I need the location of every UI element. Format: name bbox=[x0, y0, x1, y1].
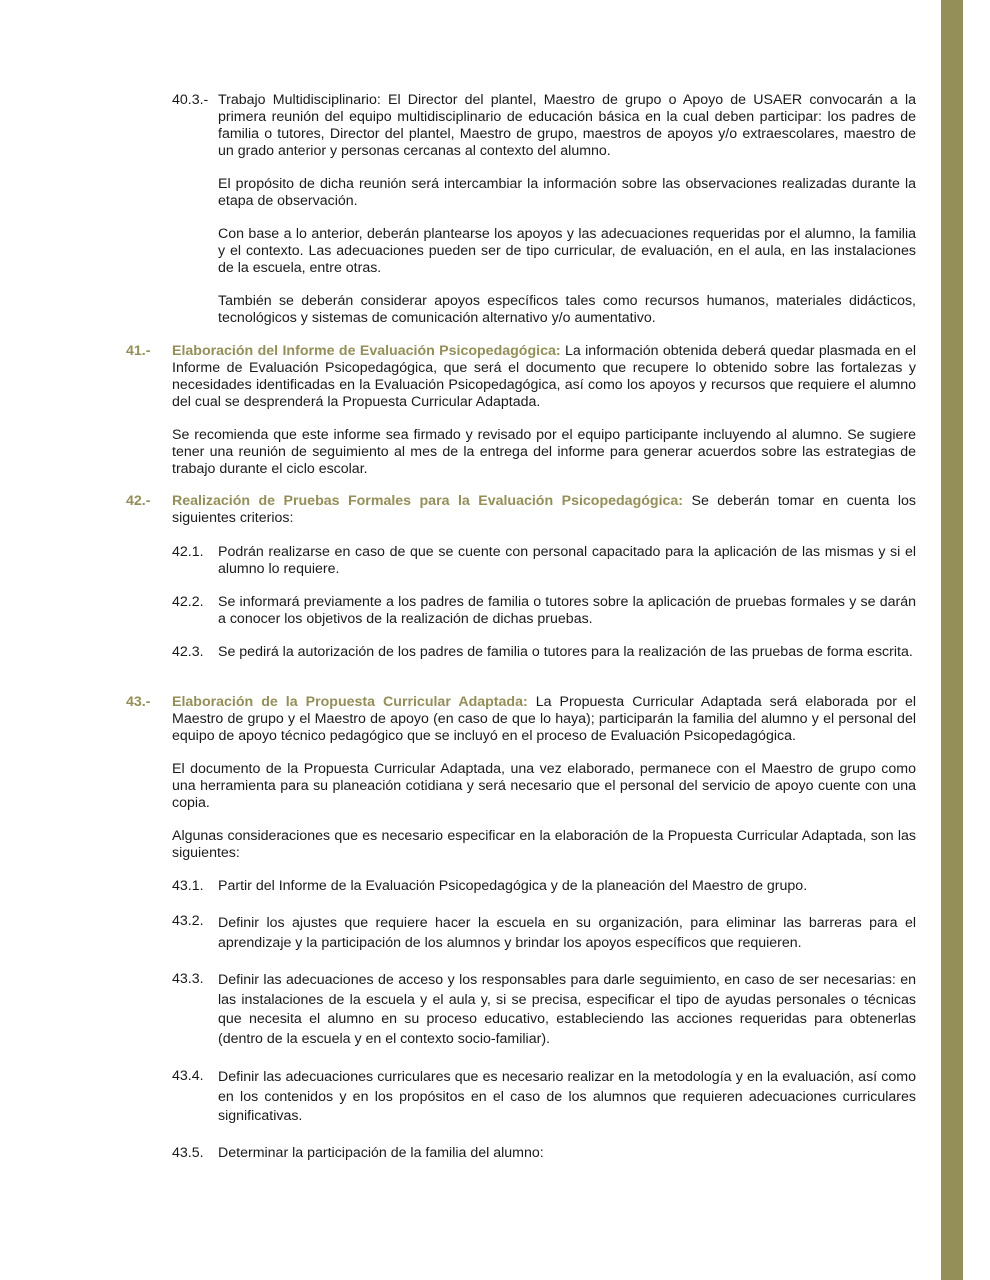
list-item-42-1: Podrán realizarse en caso de que se cuente con personal capacitado para la aplicación de las mismas y si el alumno lo requiere. bbox=[218, 544, 916, 577]
item-number-43-3: 43.3. bbox=[172, 971, 204, 987]
section-text-43: La Propuesta Curricular Adaptada será elaborada por el Maestro de grupo y el Maestro de apoyo (en caso de que lo haya); participarán la familia del alumno y el personal del equipo de apoyo técnico pedagógico que se incluyó en el proceso de Evaluación Psicopedagógica. bbox=[172, 694, 916, 744]
paragraph-41-2: Se recomienda que este informe sea firmado y revisado por el equipo participante incluyendo al alumno. Se sugiere tener una reunión de seguimiento al mes de la entrega del informe para generar acuerdos sobre las estrategias de trabajo durante el ciclo escolar. bbox=[172, 427, 916, 477]
section-title-42: Realización de Pruebas Formales para la Evaluación Psicopedagógica: bbox=[172, 493, 684, 509]
paragraph-40-3-1: Trabajo Multidisciplinario: El Director del plantel, Maestro de grupo o Apoyo de USAER convocarán a la primera reunión del equipo multidisciplinario de educación básica en la cual deben participar: los padres de familia o tutores, Director del plantel, Maestro de grupo, maestros de apoyos y/o extraescolares, maestro de un grado anterior y personas cercanas al contexto del alumno. bbox=[218, 92, 916, 159]
section-text-42: Se deberán tomar en cuenta los siguientes criterios: bbox=[172, 493, 916, 526]
paragraph-43-1 bbox=[172, 694, 916, 745]
paragraph-43-2: El documento de la Propuesta Curricular Adaptada, una vez elaborado, permanece con el Maestro de grupo como una herramienta para su planeación cotidiana y será necesario que el personal del servicio de apoyo cuente con una copia. bbox=[172, 761, 916, 811]
list-item-42-2: Se informará previamente a los padres de familia o tutores sobre la aplicación de pruebas formales y se darán a conocer los objetivos de la realización de dichas pruebas. bbox=[218, 594, 916, 627]
paragraph-43-3: Algunas consideraciones que es necesario especificar en la elaboración de la Propuesta Curricular Adaptada, son las siguientes: bbox=[172, 828, 916, 861]
item-number-40-3: 40.3.- bbox=[172, 92, 209, 108]
item-number-42-1: 42.1. bbox=[172, 544, 204, 560]
section-number-42: 42.- bbox=[126, 493, 151, 509]
list-item-43-1: Partir del Informe de la Evaluación Psicopedagógica y de la planeación del Maestro de grupo. bbox=[218, 878, 808, 894]
item-number-43-2: 43.2. bbox=[172, 913, 204, 929]
list-item-43-5: Determinar la participación de la familia del alumno: bbox=[218, 1145, 544, 1161]
item-number-43-4: 43.4. bbox=[172, 1068, 204, 1084]
paragraph-42-1 bbox=[172, 493, 916, 527]
list-item-42-3: Se pedirá la autorización de los padres de familia o tutores para la realización de las pruebas de forma escrita. bbox=[218, 644, 913, 660]
list-item-43-4: Definir las adecuaciones curriculares que es necesario realizar en la metodología y en la evaluación, así como en los contenidos y en los propósitos en el caso de los alumnos que requieren adecuaciones curriculares significativas. bbox=[218, 1069, 916, 1124]
section-title-43: Elaboración de la Propuesta Curricular Adaptada: bbox=[172, 694, 528, 710]
section-number-41: 41.- bbox=[126, 343, 151, 359]
paragraph-40-3-2: El propósito de dicha reunión será intercambiar la información sobre las observaciones realizadas durante la etapa de observación. bbox=[218, 176, 916, 209]
item-number-42-2: 42.2. bbox=[172, 594, 204, 610]
list-item-43-2: Definir los ajustes que requiere hacer la escuela en su organización, para eliminar las barreras para el aprendizaje y la participación de los alumnos y brindar los apoyos específicos que requieren. bbox=[218, 915, 916, 951]
paragraph-41-1 bbox=[172, 343, 916, 411]
item-number-43-5: 43.5. bbox=[172, 1145, 204, 1161]
section-text-41: La información obtenida deberá quedar plasmada en el Informe de Evaluación Psicopedagógica, que será el documento que recupere lo obtenido sobre las fortalezas y necesidades identificadas en la Evaluación Psicopedagógica, así como los apoyos y recursos que requiere el alumno del cual se desprenderá la Propuesta Curricular Adaptada. bbox=[172, 343, 916, 410]
list-item-43-3: Definir las adecuaciones de acceso y los responsables para darle seguimiento, en caso de ser necesarias: en las instalaciones de la escuela y el aula y, si se precisa, especificar el tipo de ayudas personales o técnicas que necesita el alumno en su proceso educativo, estableciendo las acciones requeridas para obtenerlas (dentro de la escuela y en el contexto socio-familiar). bbox=[218, 972, 916, 1047]
paragraph-40-3-3: Con base a lo anterior, deberán plantearse los apoyos y las adecuaciones requeridas por el alumno, la familia y el contexto. Las adecuaciones pueden ser de tipo curricular, de evaluación, en el aula, en las instalaciones de la escuela, entre otras. bbox=[218, 226, 916, 276]
section-title-41: Elaboración del Informe de Evaluación Psicopedagógica: bbox=[172, 343, 561, 359]
item-number-43-1: 43.1. bbox=[172, 878, 204, 894]
paragraph-40-3-4: También se deberán considerar apoyos específicos tales como recursos humanos, materiales didácticos, tecnológicos y sistemas de comunicación alternativo y/o aumentativo. bbox=[218, 293, 916, 326]
section-number-43: 43.- bbox=[126, 694, 151, 710]
item-number-42-3: 42.3. bbox=[172, 644, 204, 660]
